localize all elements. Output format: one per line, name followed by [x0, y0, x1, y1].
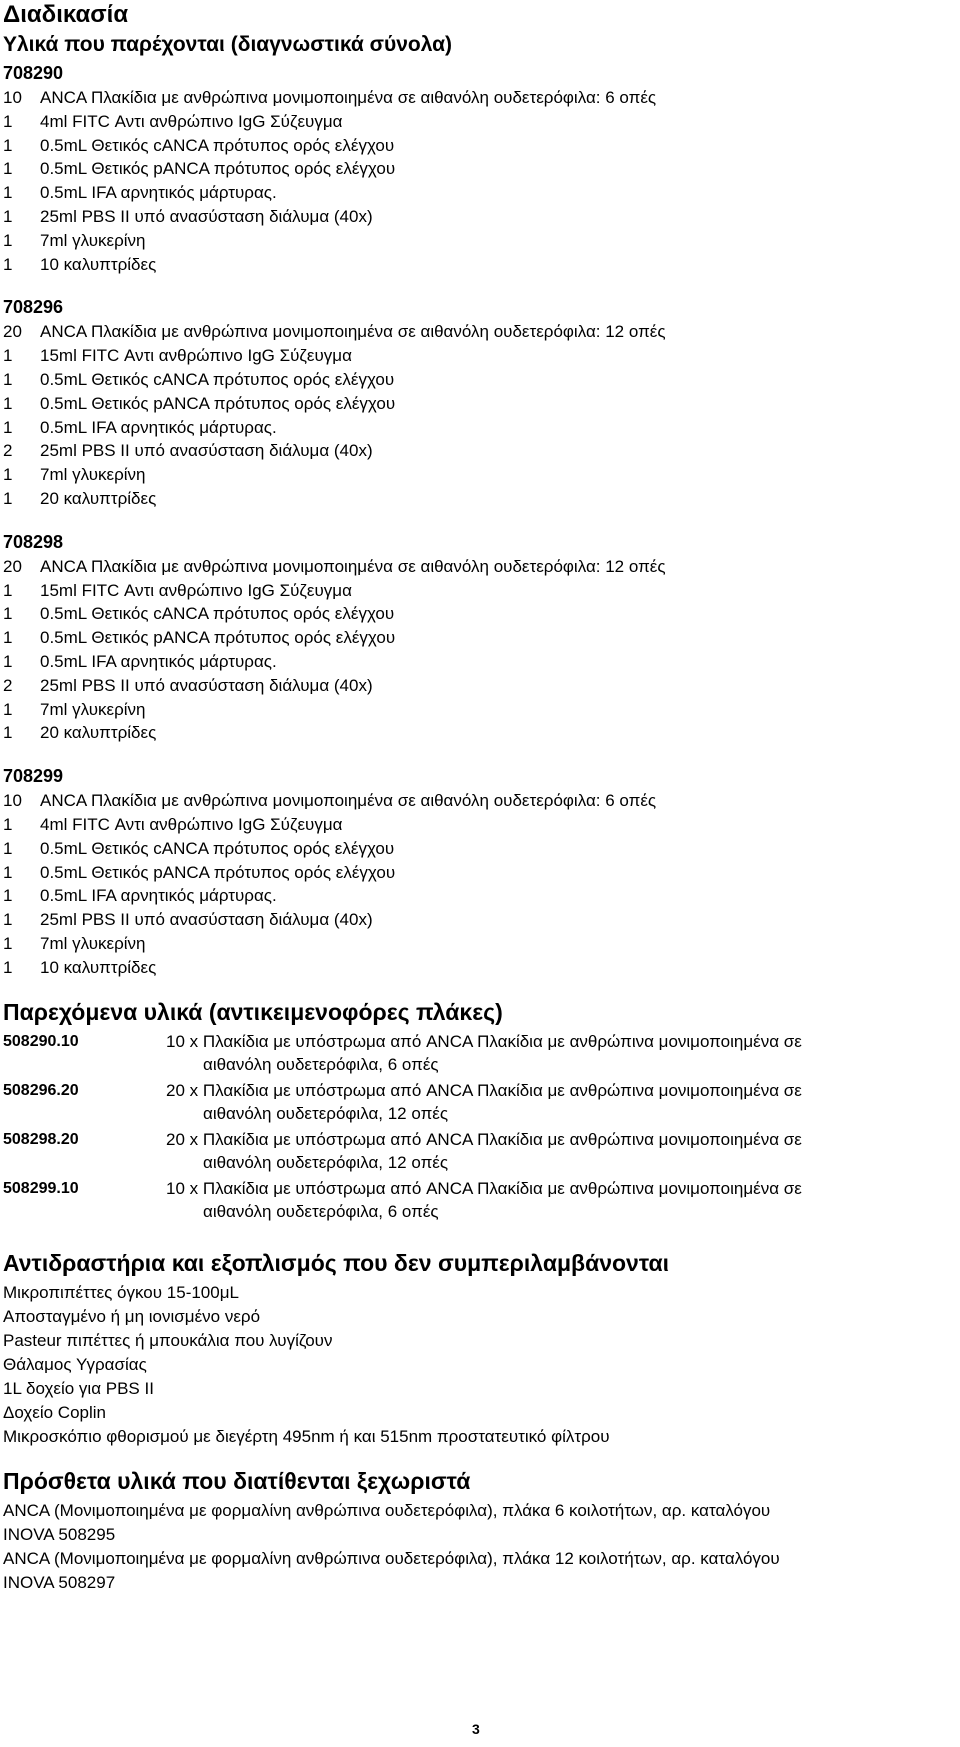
- kit-item-desc: 0.5mL Θετικός pANCA πρότυπος ορός ελέγχου: [40, 628, 396, 648]
- kit-item-row: [3, 392, 957, 416]
- kit-item-qty: 1: [3, 254, 13, 274]
- kit-item-desc: ANCA Πλακίδια με ανθρώπινα μονιμοποιημένα σε αιθανόλη ουδετερόφιλα: 12 οπές: [40, 322, 666, 342]
- kit-item-qty: 1: [3, 417, 13, 437]
- kit-item-desc: 25ml PBS II υπό ανασύσταση διάλυμα (40x): [40, 206, 373, 226]
- kit-item-desc: 7ml γλυκερίνη: [40, 230, 146, 250]
- provided-item-line2: αιθανόλη ουδετερόφιλα, 6 οπές: [203, 1054, 439, 1074]
- not-included-item: Αποσταγμένο ή μη ιονισμένο νερό: [3, 1306, 261, 1326]
- provided-item-line2: αιθανόλη ουδετερόφιλα, 12 οπές: [203, 1103, 449, 1123]
- kit-item-row: [3, 181, 957, 205]
- kit-item-qty: 1: [3, 183, 13, 203]
- not-included-item: Θάλαμος Υγρασίας: [3, 1354, 147, 1374]
- provided-item-text: [166, 1030, 957, 1076]
- provided-item-row: [3, 1128, 957, 1174]
- kit-item-row: [3, 344, 957, 368]
- kit-item-desc: 25ml PBS II υπό ανασύσταση διάλυμα (40x): [40, 910, 373, 930]
- kit-item-row: [3, 650, 957, 674]
- kit-item-qty: 1: [3, 651, 13, 671]
- kit-item-row: [3, 555, 957, 579]
- page-subtitle: Υλικά που παρέχονται (διαγνωστικά σύνολα): [3, 33, 453, 56]
- kit-item-row: [3, 579, 957, 603]
- provided-item-code: 508296.20: [3, 1081, 79, 1099]
- provided-item-line2: αιθανόλη ουδετερόφιλα, 12 οπές: [203, 1152, 449, 1172]
- not-included-item: Δοχείο Coplin: [3, 1402, 107, 1422]
- kit-block: [3, 60, 957, 276]
- kit-item-qty: 1: [3, 346, 13, 366]
- kit-item-desc: 0.5mL Θετικός pANCA πρότυπος ορός ελέγχου: [40, 862, 396, 882]
- kit-item-desc: 0.5mL IFA αρνητικός μάρτυρας.: [40, 886, 277, 906]
- kit-item-qty: 1: [3, 230, 13, 250]
- kit-item-desc: 20 καλυπτρίδες: [40, 488, 157, 508]
- page-title: Διαδικασία: [3, 1, 129, 28]
- kit-item-row: [3, 253, 957, 277]
- kit-item-qty: 1: [3, 723, 13, 743]
- kit-item-row: [3, 157, 957, 181]
- kit-item-row: [3, 908, 957, 932]
- kit-block: [3, 529, 957, 745]
- provided-item-text: [166, 1128, 957, 1174]
- kit-item-desc: 0.5mL IFA αρνητικός μάρτυρας.: [40, 183, 277, 203]
- kit-item-desc: 20 καλυπτρίδες: [40, 723, 157, 743]
- kit-item-qty: 1: [3, 628, 13, 648]
- kit-code: 708296: [3, 297, 64, 318]
- kit-item-desc: ANCA Πλακίδια με ανθρώπινα μονιμοποιημένα σε αιθανόλη ουδετερόφιλα: 6 οπές: [40, 88, 657, 107]
- provided-item-code: 508299.10: [3, 1179, 79, 1197]
- kit-item-qty: 10: [3, 88, 22, 107]
- kit-item-row: [3, 320, 957, 344]
- provided-item-text: [166, 1177, 957, 1223]
- kit-item-row: [3, 674, 957, 698]
- kit-item-desc: 10 καλυπτρίδες: [40, 254, 157, 274]
- kit-item-desc: 15ml FITC Αντι ανθρώπινο IgG Σύζευγμα: [40, 346, 352, 366]
- kit-block: [3, 294, 957, 510]
- provided-item-row: [3, 1079, 957, 1125]
- kit-item-qty: 1: [3, 862, 13, 882]
- kit-block: [3, 763, 957, 979]
- kit-item-qty: 1: [3, 910, 13, 930]
- not-included-item: Pasteur πιπέττες ή μπουκάλια που λυγίζουν: [3, 1330, 333, 1350]
- kit-item-qty: 2: [3, 675, 13, 695]
- provided-item-line1: 10 x Πλακίδια με υπόστρωμα από ANCA Πλακίδια με ανθρώπινα μονιμοποιημένα σε: [166, 1031, 802, 1051]
- kit-list: [3, 60, 957, 980]
- kit-item-desc: 7ml γλυκερίνη: [40, 933, 146, 953]
- not-included-list: [3, 1281, 957, 1449]
- kit-item-row: [3, 602, 957, 626]
- not-included-item: Μικροσκόπιο φθορισμού με διεγέρτη 495nm ή και 515nm προστατευτικό φίλτρου: [3, 1426, 610, 1446]
- kit-item-row: [3, 368, 957, 392]
- provided-list: [3, 1030, 957, 1223]
- kit-item-qty: 20: [3, 322, 22, 342]
- kit-item-qty: 1: [3, 933, 13, 953]
- kit-item-desc: 10 καλυπτρίδες: [40, 957, 157, 977]
- kit-item-qty: 1: [3, 465, 13, 485]
- kit-item-qty: 1: [3, 488, 13, 508]
- separate-item-line2: INOVA 508297: [3, 1572, 116, 1592]
- kit-code: 708298: [3, 531, 64, 552]
- kit-item-row: [3, 861, 957, 885]
- kit-item-row: [3, 837, 957, 861]
- kit-item-row: [3, 110, 957, 134]
- kit-item-row: [3, 463, 957, 487]
- kit-item-desc: 0.5mL Θετικός cANCA πρότυπος ορός ελέγχου: [40, 369, 395, 389]
- separate-section-title: Πρόσθετα υλικά που διατίθενται ξεχωριστά: [3, 1467, 471, 1494]
- kit-item-qty: 1: [3, 699, 13, 719]
- kit-item-row: [3, 487, 957, 511]
- kit-item-qty: 1: [3, 814, 13, 834]
- kit-item-desc: 7ml γλυκερίνη: [40, 699, 146, 719]
- kit-item-qty: 1: [3, 838, 13, 858]
- provided-item-text: [166, 1079, 957, 1125]
- separate-item-line1: ANCA (Μονιμοποιημένα με φορμαλίνη ανθρώπινα ουδετερόφιλα), πλάκα 6 κοιλοτήτων, αρ. καταλόγου: [3, 1500, 771, 1520]
- kit-item-desc: ANCA Πλακίδια με ανθρώπινα μονιμοποιημένα σε αιθανόλη ουδετερόφιλα: 6 οπές: [40, 791, 657, 811]
- document-page: [3, 0, 957, 1595]
- kit-item-row: [3, 813, 957, 837]
- separate-item: [3, 1547, 957, 1595]
- not-included-item: Μικροπιπέττες όγκου 15-100μL: [3, 1282, 239, 1302]
- kit-item-qty: 1: [3, 886, 13, 906]
- kit-item-row: [3, 205, 957, 229]
- kit-item-qty: 10: [3, 791, 22, 811]
- provided-item-code: 508298.20: [3, 1130, 79, 1148]
- kit-item-row: [3, 932, 957, 956]
- kit-item-row: [3, 956, 957, 980]
- kit-item-row: [3, 884, 957, 908]
- not-included-item: 1L δοχείο για PBS II: [3, 1378, 154, 1398]
- kit-item-desc: 0.5mL Θετικός cANCA πρότυπος ορός ελέγχου: [40, 604, 395, 624]
- kit-item-row: [3, 721, 957, 745]
- kit-item-desc: 25ml PBS II υπό ανασύσταση διάλυμα (40x): [40, 675, 373, 695]
- kit-item-desc: 0.5mL Θετικός pANCA πρότυπος ορός ελέγχου: [40, 393, 396, 413]
- kit-code: 708299: [3, 766, 64, 787]
- kit-item-desc: 15ml FITC Αντι ανθρώπινο IgG Σύζευγμα: [40, 580, 352, 600]
- kit-item-row: [3, 229, 957, 253]
- kit-item-row: [3, 789, 957, 813]
- kit-item-row: [3, 86, 957, 110]
- kit-item-qty: 1: [3, 604, 13, 624]
- separate-item: [3, 1499, 957, 1547]
- provided-item-row: [3, 1177, 957, 1223]
- kit-item-qty: 1: [3, 369, 13, 389]
- provided-item-line1: 20 x Πλακίδια με υπόστρωμα από ANCA Πλακίδια με ανθρώπινα μονιμοποιημένα σε: [166, 1129, 802, 1149]
- provided-item-row: [3, 1030, 957, 1076]
- kit-item-desc: 7ml γλυκερίνη: [40, 465, 146, 485]
- provided-item-line1: 10 x Πλακίδια με υπόστρωμα από ANCA Πλακίδια με ανθρώπινα μονιμοποιημένα σε: [166, 1178, 802, 1198]
- kit-item-desc: 25ml PBS II υπό ανασύσταση διάλυμα (40x): [40, 441, 373, 461]
- provided-item-code: 508290.10: [3, 1032, 79, 1050]
- kit-item-qty: 2: [3, 441, 13, 461]
- kit-item-row: [3, 439, 957, 463]
- kit-item-row: [3, 698, 957, 722]
- provided-item-line1: 20 x Πλακίδια με υπόστρωμα από ANCA Πλακίδια με ανθρώπινα μονιμοποιημένα σε: [166, 1080, 802, 1100]
- separate-list: [3, 1499, 957, 1595]
- kit-item-qty: 1: [3, 393, 13, 413]
- kit-item-qty: 1: [3, 111, 13, 131]
- kit-code: 708290: [3, 63, 64, 83]
- kit-item-row: [3, 134, 957, 158]
- kit-item-desc: 4ml FITC Αντι ανθρώπινο IgG Σύζευγμα: [40, 814, 343, 834]
- kit-item-qty: 1: [3, 957, 13, 977]
- separate-item-line1: ANCA (Μονιμοποιημένα με φορμαλίνη ανθρώπινα ουδετερόφιλα), πλάκα 12 κοιλοτήτων, αρ. καταλόγου: [3, 1548, 780, 1568]
- separate-item-line2: INOVA 508295: [3, 1524, 116, 1544]
- kit-item-qty: 1: [3, 159, 13, 179]
- not-included-section-title: Αντιδραστήρια και εξοπλισμός που δεν συμπεριλαμβάνονται: [3, 1249, 669, 1276]
- kit-item-desc: 0.5mL IFA αρνητικός μάρτυρας.: [40, 651, 277, 671]
- kit-item-row: [3, 626, 957, 650]
- kit-item-desc: 0.5mL Θετικός cANCA πρότυπος ορός ελέγχου: [40, 135, 395, 155]
- kit-item-desc: 4ml FITC Αντι ανθρώπινο IgG Σύζευγμα: [40, 111, 343, 131]
- kit-item-desc: 0.5mL Θετικός pANCA πρότυπος ορός ελέγχου: [40, 159, 396, 179]
- kit-item-desc: ANCA Πλακίδια με ανθρώπινα μονιμοποιημένα σε αιθανόλη ουδετερόφιλα: 12 οπές: [40, 556, 666, 576]
- provided-section-title: Παρεχόμενα υλικά (αντικειμενοφόρες πλάκες): [3, 998, 503, 1025]
- page-number: 3: [472, 1721, 480, 1737]
- kit-item-desc: 0.5mL Θετικός cANCA πρότυπος ορός ελέγχου: [40, 838, 395, 858]
- kit-item-desc: 0.5mL IFA αρνητικός μάρτυρας.: [40, 417, 277, 437]
- kit-item-qty: 1: [3, 206, 13, 226]
- provided-item-line2: αιθανόλη ουδετερόφιλα, 6 οπές: [203, 1201, 439, 1221]
- kit-item-qty: 20: [3, 556, 22, 576]
- kit-item-qty: 1: [3, 580, 13, 600]
- kit-item-qty: 1: [3, 135, 13, 155]
- kit-item-row: [3, 416, 957, 440]
